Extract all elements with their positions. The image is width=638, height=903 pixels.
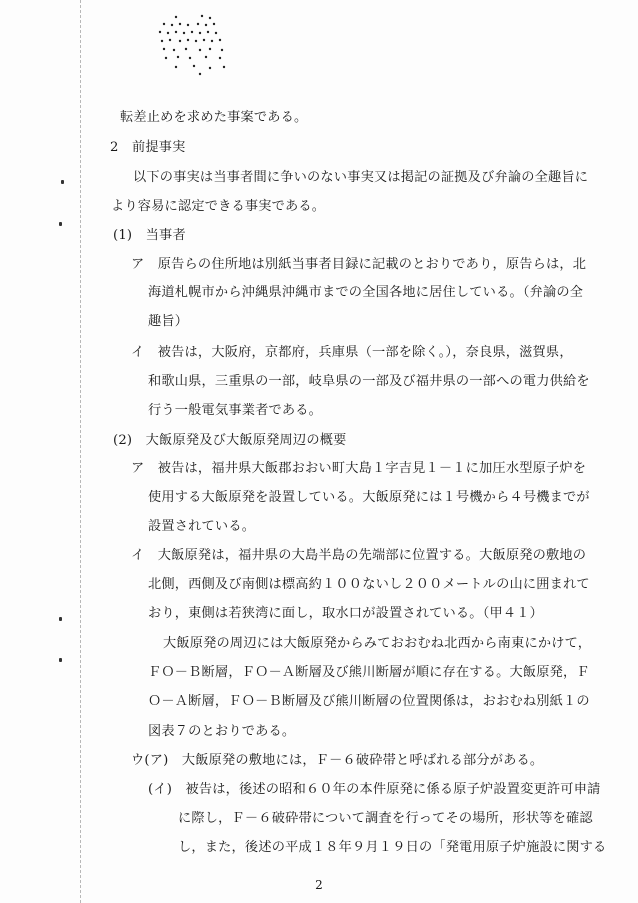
redaction-dot-pattern [150,10,240,80]
text-line: 和歌山県，三重県の一部，岐阜県の一部及び福井県の一部への電力供給を [148,374,590,389]
subsection-heading: (1) 当事者 [113,228,186,243]
text-line: イ 大飯原発は，福井県の大島半島の先端部に位置する。大飯原発の敷地の [131,548,587,563]
text-line: ア 被告は，福井県大飯郡おおい町大島１字吉見１－１に加圧水型原子炉を [131,461,587,476]
text-line: 図表７のとおりである。 [148,724,296,739]
text-line: 大飯原発の周辺には大飯原発からみておおむね北西から南東にかけて， [163,636,592,651]
page-number: 2 [315,878,323,892]
text-line: ＦＯ－Ｂ断層，ＦＯ－Ａ断層及び熊川断層が順に存在する。大飯原発，Ｆ [148,665,590,680]
text-line: 設置されている。 [148,519,256,534]
text-line: し，また，後述の平成１８年９月１９日の「発電用原子炉施設に関する [178,840,607,855]
scan-mark [59,658,62,662]
text-line: 行う一般電気事業者である。 [148,403,323,418]
text-line: 使用する大飯原発を設置している。大飯原発には１号機から４号機までが [148,490,590,505]
scan-mark [59,617,62,621]
text-line: 以下の事実は当事者間に争いのない事実又は掲記の証拠及び弁論の全趣旨に [133,170,589,185]
scan-mark [59,222,62,226]
text-line: 趣旨） [148,314,189,329]
text-line: ア 原告らの住所地は別紙当事者目録に記載のとおりであり，原告らは，北 [131,257,587,272]
section-heading: 2 前提事実 [110,140,186,155]
text-line: おり，東側は若狭湾に面し，取水口が設置されている。（甲４１） [148,606,544,621]
scan-mark [61,180,64,184]
text-line: Ｏ－Ａ断層，ＦＯ－Ｂ断層及び熊川断層の位置関係は，おおむね別紙１の [148,694,590,709]
text-line: (イ) 被告は，後述の昭和６０年の本件原発に係る原子炉設置変更許可申請 [148,782,601,797]
subsection-heading: (2) 大飯原発及び大飯原発周辺の概要 [113,433,347,448]
text-line: に際し，Ｆ－６破砕帯について調査を行ってその場所，形状等を確認 [178,811,593,826]
text-line: イ 被告は，大阪府，京都府，兵庫県（一部を除く。），奈良県，滋賀県， [131,345,573,360]
text-line: より容易に認定できる事実である。 [111,199,326,214]
text-line: 海道札幌市から沖縄県沖縄市までの全国各地に居住している。（弁論の全 [148,285,584,300]
text-line: ウ(ア) 大飯原発の敷地には，Ｆ－６破砕帯と呼ばれる部分がある。 [131,753,544,768]
text-line: 北側，西側及び南側は標高約１００ないし２００メートルの山に囲まれて [148,577,590,592]
binding-margin-line [80,0,81,903]
text-line: 転差止めを求めた事案である。 [120,110,308,125]
